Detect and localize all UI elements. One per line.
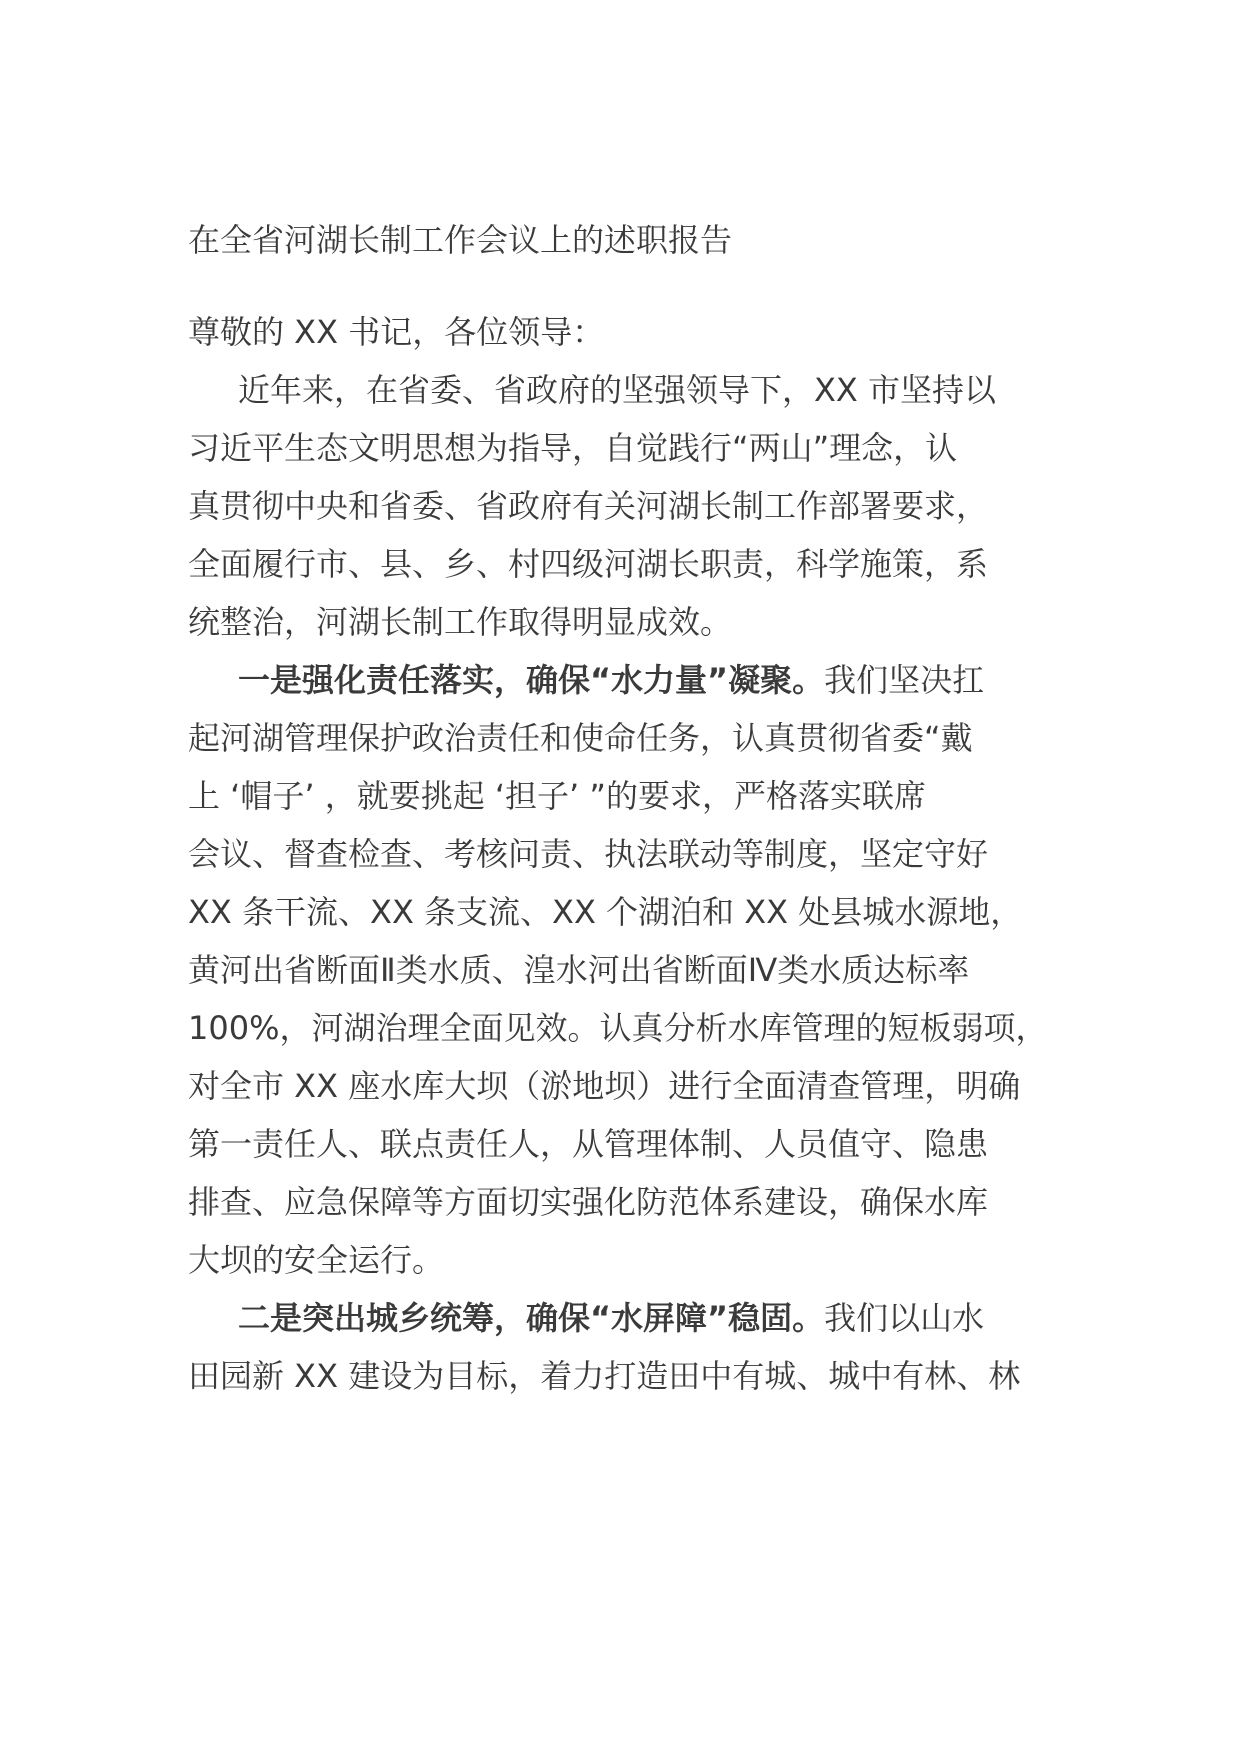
section1-line: XX 条干流、XX 条支流、XX 个湖泊和 XX 处县城水源地， (188, 893, 1023, 931)
section1-heading: 一是强化责任落实，确保“水力量”凝聚。 (238, 661, 825, 699)
section1-line: 排查、应急保障等方面切实强化防范体系建设，确保水库 (188, 1183, 989, 1221)
section1-line: 大坝的安全运行。 (188, 1241, 445, 1279)
section2-line: 田园新 XX 建设为目标，着力打造田中有城、城中有林、林 (188, 1357, 1021, 1395)
intro-line: 习近平生态文明思想为指导，自觉践行“两山”理念，认 (188, 429, 958, 467)
section1-first-line-text: 我们坚决扛 (824, 661, 985, 699)
section2-first-line-text: 我们以山水 (824, 1299, 985, 1337)
intro-line: 真贯彻中央和省委、省政府有关河湖长制工作部署要求， (188, 487, 989, 525)
section1-line: 对全市 XX 座水库大坝（淤地坝）进行全面清查管理，明确 (188, 1067, 1021, 1105)
section1-line: 会议、督查检查、考核问责、执法联动等制度，坚定守好 (188, 835, 989, 873)
salutation: 尊敬的 XX 书记，各位领导： (188, 313, 605, 351)
section1-line: 第一责任人、联点责任人，从管理体制、人员值守、隐患 (188, 1125, 989, 1163)
section1-line: 100%，河湖治理全面见效。认真分析水库管理的短板弱项， (188, 1009, 1048, 1047)
section2-first-line (238, 1296, 984, 1340)
section1-first-line (238, 658, 984, 702)
intro-line: 全面履行市、县、乡、村四级河湖长职责，科学施策，系 (188, 545, 989, 583)
section1-line: 黄河出省断面Ⅱ类水质、湟水河出省断面Ⅳ类水质达标率 (188, 951, 970, 989)
section1-line: 起河湖管理保护政治责任和使命任务，认真贯彻省委“戴 (188, 719, 973, 757)
intro-line: 统整治，河湖长制工作取得明显成效。 (188, 603, 733, 641)
section2-heading: 二是突出城乡统筹，确保“水屏障”稳固。 (238, 1299, 825, 1337)
page-title: 在全省河湖长制工作会议上的述职报告 (188, 221, 733, 259)
section1-line: 上 ‘帽子’ ，就要挑起 ‘担子’ ”的要求，严格落实联席 (188, 777, 926, 815)
intro-line: 近年来，在省委、省政府的坚强领导下，XX 市坚持以 (238, 371, 997, 409)
